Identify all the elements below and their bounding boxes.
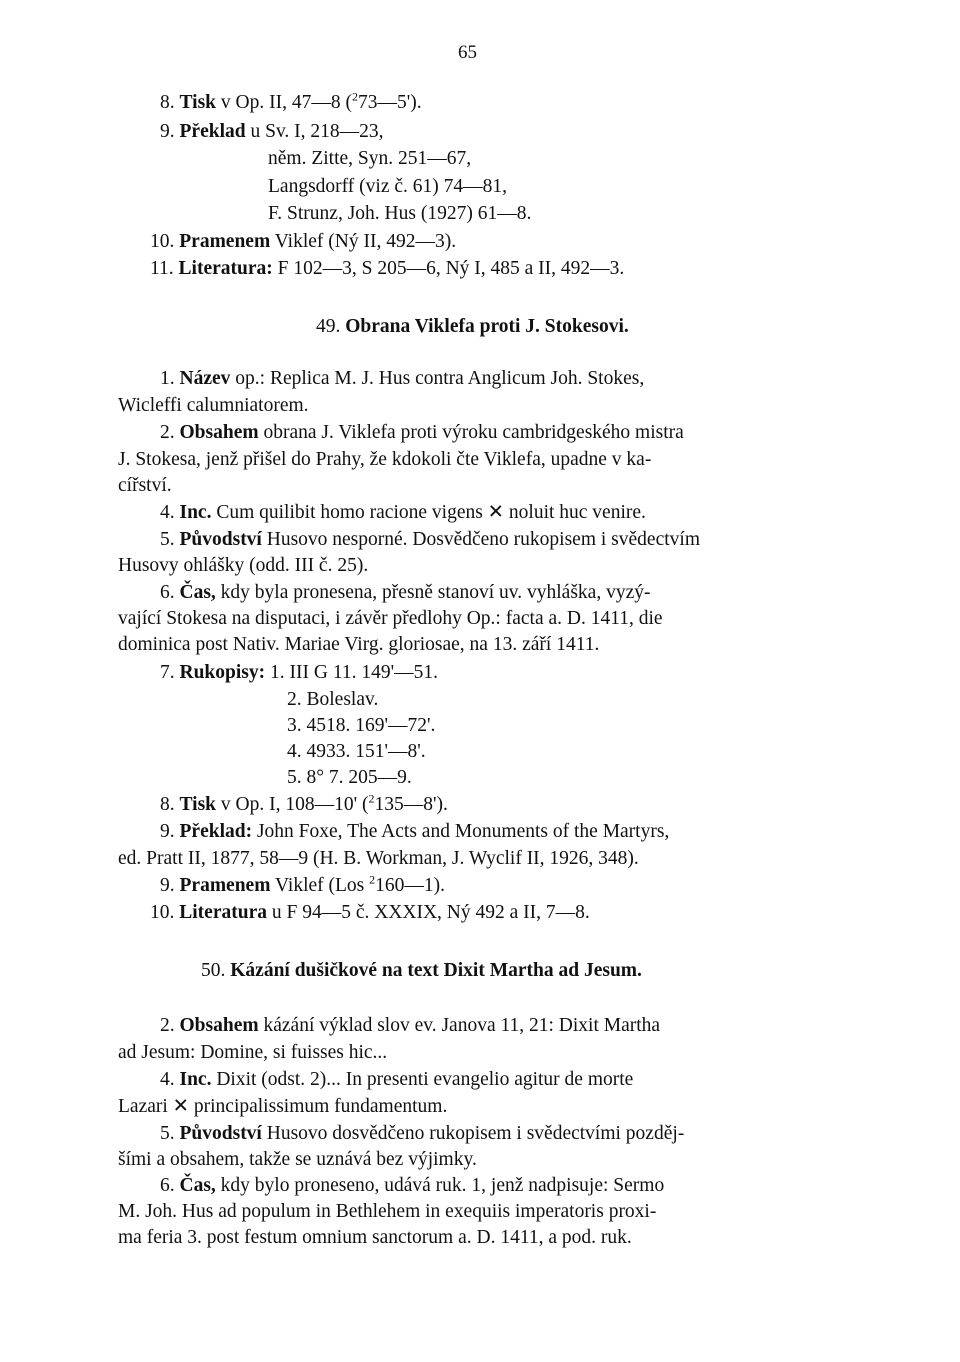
s50-cas-cont-1: M. Joh. Hus ad populum in Bethlehem in exequiis imperatoris proxi- [118,1201,657,1222]
s50-cas: 6. Čas, kdy bylo proneseno, udává ruk. 1, jenž nadpisuje: Sermo [160,1175,665,1196]
s49-obsahem-cont-2: cířství. [118,475,172,496]
s50-cas-cont-2: ma feria 3. post festum omnium sanctorum a. D. 1411, a pod. ruk. [118,1227,632,1248]
s49-inc: 4. Inc. Cum quilibit homo racione vigens ✕ noluit huc venire. [160,502,646,523]
s50-inc: 4. Inc. Dixit (odst. 2)... In presenti evangelio agitur de morte [160,1069,634,1090]
s49-rukopisy-5: 5. 8° 7. 205—9. [287,767,412,788]
s49-rukopisy-3: 3. 4518. 169'—72'. [287,715,436,736]
heading-section-49: 49. Obrana Viklefa proti J. Stokesovi. [316,316,629,337]
s50-puvodstvi: 5. Původství Husovo dosvědčeno rukopisem i svědectvími pozděj- [160,1123,685,1144]
s49-rukopisy-4: 4. 4933. 151'—8'. [287,741,426,762]
top-line-9-cont-3: F. Strunz, Joh. Hus (1927) 61—8. [268,203,532,224]
s49-cas: 6. Čas, kdy byla pronesena, přesně stanoví uv. vyhláška, vyzý- [160,582,651,603]
s49-rukopisy-2: 2. Boleslav. [287,689,379,710]
s49-preklad-cont: ed. Pratt II, 1877, 58—9 (H. B. Workman, J. Wyclif II, 1926, 348). [118,848,639,869]
s49-puvodstvi-cont: Husovy ohlášky (odd. III č. 25). [118,555,369,576]
s50-puvodstvi-cont: šími a obsahem, takže se uznává bez výjimky. [118,1149,477,1170]
s49-pramenem: 9. Pramenem Viklef (Los $^2$160—1). [160,872,446,896]
s50-obsahem: 2. Obsahem kázání výklad slov ev. Janova 11, 21: Dixit Martha [160,1015,661,1036]
s49-nazev: 1. Název op.: Replica M. J. Hus contra Anglicum Joh. Stokes, [160,368,645,389]
s50-obsahem-cont: ad Jesum: Domine, si fuisses hic... [118,1042,388,1063]
page-number: 65 [458,42,477,63]
s49-nazev-cont: Wicleffi calumniatorem. [118,395,309,416]
s50-inc-cont: Lazari ✕ principalissimum fundamentum. [118,1096,448,1117]
s49-preklad: 9. Překlad: John Foxe, The Acts and Monuments of the Martyrs, [160,821,670,842]
s49-cas-cont-2: dominica post Nativ. Mariae Virg. gloriosae, na 13. září 1411. [118,634,600,655]
top-line-11: 11. Literatura: F 102—3, S 205—6, Ný I, 485 a II, 492—3. [150,258,625,279]
s49-tisk: 8. Tisk v Op. I, 108—10' ($^2$135—8'). [160,791,448,815]
s49-cas-cont-1: vající Stokesa na disputaci, i závěr předlohy Op.: facta a. D. 1411, die [118,608,663,629]
top-line-9-cont-1: něm. Zitte, Syn. 251—67, [268,148,472,169]
s49-literatura: 10. Literatura u F 94—5 č. XXXIX, Ný 492 a II, 7—8. [150,902,590,923]
top-line-8: 8. Tisk v Op. II, 47—8 ($^2$73—5'). [160,89,422,113]
s49-obsahem: 2. Obsahem obrana J. Viklefa proti výroku cambridgeského mistra [160,422,684,443]
top-line-9-cont-2: Langsdorff (viz č. 61) 74—81, [268,176,507,197]
s49-rukopisy: 7. Rukopisy: 1. III G 11. 149'—51. [160,662,438,683]
top-line-10: 10. Pramenem Viklef (Ný II, 492—3). [150,231,457,252]
top-line-9: 9. Překlad u Sv. I, 218—23, [160,121,384,142]
heading-section-50: 50. Kázání dušičkové na text Dixit Martha ad Jesum. [201,960,642,981]
s49-puvodstvi: 5. Původství Husovo nesporné. Dosvědčeno rukopisem i svědectvím [160,529,700,550]
s49-obsahem-cont-1: J. Stokesa, jenž přišel do Prahy, že kdokoli čte Viklefa, upadne v ka- [118,449,652,470]
